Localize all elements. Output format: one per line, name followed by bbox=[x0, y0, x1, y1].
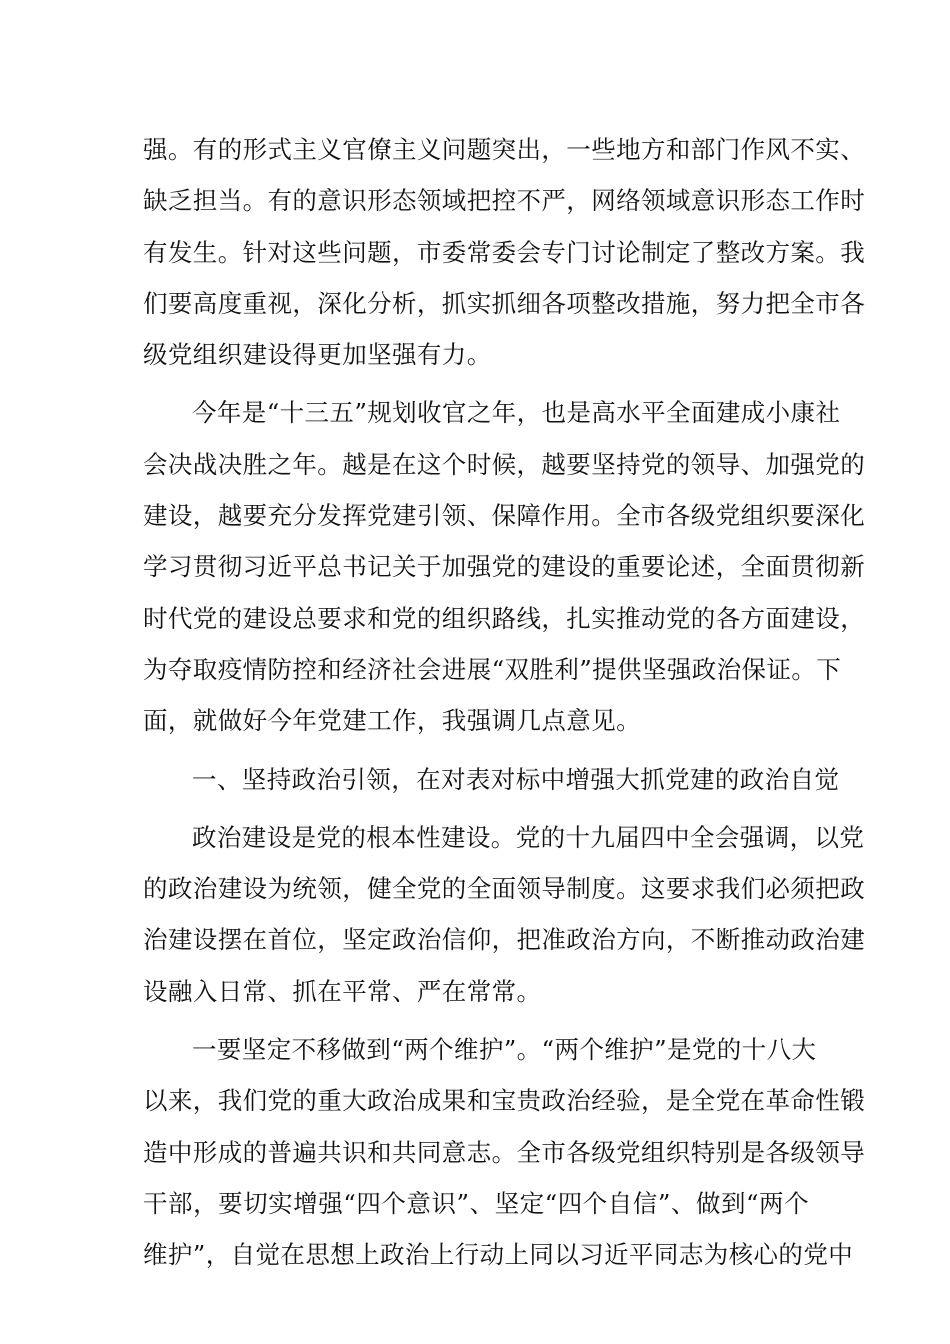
text-line: 一要坚定不移做到“两个维护”。“两个维护”是党的十八大 bbox=[192, 1035, 817, 1065]
text-line: 设融入日常、抓在平常、严在常常。 bbox=[143, 976, 542, 1006]
text-line: 的政治建设为统领，健全党的全面领导制度。这要求我们必须把政 bbox=[143, 874, 866, 904]
text-line: 级党组织建设得更加坚强有力。 bbox=[143, 340, 492, 370]
text-line: 今年是“十三五”规划收官之年，也是高水平全面建成小康社 bbox=[192, 398, 841, 428]
text-line: 维护”，自觉在思想上政治上行动上同以习近平同志为核心的党中 bbox=[143, 1240, 854, 1270]
text-line: 有发生。针对这些问题，市委常委会专门讨论制定了整改方案。我 bbox=[143, 237, 866, 267]
text-line: 缺乏担当。有的意识形态领域把控不严，网络领域意识形态工作时 bbox=[143, 186, 866, 216]
text-line: 强。有的形式主义官僚主义问题突出，一些地方和部门作风不实、 bbox=[143, 135, 866, 164]
text-line: 为夺取疫情防控和经济社会进展“双胜利”提供坚强政治保证。下 bbox=[143, 654, 842, 684]
text-line: 干部，要切实增强“四个意识”、坚定“四个自信”、做到“两个 bbox=[143, 1188, 809, 1218]
text-line: 政治建设是党的根本性建设。党的十九届四中全会强调，以党 bbox=[192, 822, 865, 852]
text-line: 以来，我们党的重大政治成果和宝贵政治经验，是全党在革命性锻 bbox=[143, 1086, 866, 1116]
text-line: 建设，越要充分发挥党建引领、保障作用。全市各级党组织要深化 bbox=[143, 501, 866, 531]
text-line: 治建设摆在首位，坚定政治信仰，把准政治方向，不断推动政治建 bbox=[143, 925, 866, 955]
section-heading bbox=[143, 754, 840, 805]
heading-text: 一、坚持政治引领，在对表对标中增强大抓党建的政治自觉 bbox=[192, 764, 840, 794]
paragraph-3 bbox=[143, 812, 866, 1017]
text-line: 学习贯彻习近平总书记关于加强党的建设的重要论述，全面贯彻新 bbox=[143, 552, 866, 582]
text-line: 们要高度重视，深化分析，抓实抓细各项整改措施，努力把全市各 bbox=[143, 288, 866, 318]
paragraph-4 bbox=[143, 1024, 866, 1280]
text-line: 面，就做好今年党建工作，我强调几点意见。 bbox=[143, 706, 641, 736]
paragraph-1 bbox=[143, 124, 866, 380]
paragraph-2 bbox=[143, 387, 866, 746]
text-line: 会决战决胜之年。越是在这个时候，越要坚持党的领导、加强党的 bbox=[143, 449, 866, 479]
text-line: 时代党的建设总要求和党的组织路线，扎实推动党的各方面建设， bbox=[143, 603, 866, 633]
document-body bbox=[143, 124, 866, 1281]
text-line: 造中形成的普遍共识和共同意志。全市各级党组织特别是各级领导 bbox=[143, 1137, 866, 1167]
